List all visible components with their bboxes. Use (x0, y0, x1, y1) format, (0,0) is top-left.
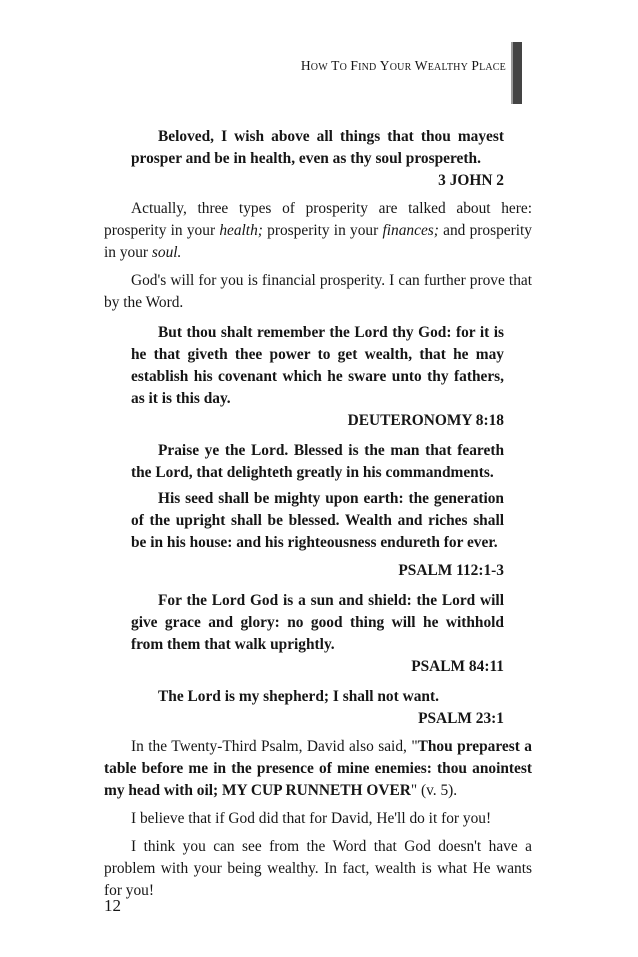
paragraph: I believe that if God did that for David, He'll do it for you! (131, 810, 492, 827)
verse-reference: PSALM 84:11 (411, 658, 504, 675)
running-header: HOW TO FIND YOUR WEALTHY PLACE (300, 58, 506, 73)
verse-text: But thou shalt remember the Lord thy God: for it is he that giveth thee power to get wealth, that he may establish his covenant which he sware unto thy fathers, as it is this day. (131, 324, 504, 407)
verse-reference: PSALM 112:1-3 (398, 562, 504, 579)
verse-reference: 3 JOHN 2 (438, 172, 504, 189)
verse-text: Praise ye the Lord. Blessed is the man that feareth the Lord, that delighteth greatly in his commandments. (131, 442, 504, 481)
header-bar (511, 42, 522, 104)
verse-3john (131, 126, 504, 170)
emphasis-finances: finances; (382, 222, 439, 239)
verse-text: Beloved, I wish above all things that thou mayest prosper and be in health, even as thy soul prospereth. (131, 128, 504, 167)
emphasis-soul: soul. (151, 244, 182, 261)
verse-reference: DEUTERONOMY 8:18 (347, 412, 504, 429)
verse-psalm-84 (131, 590, 504, 656)
verse-psalm-23 (131, 686, 504, 708)
paragraph: In the Twenty-Third Psalm, David also said, "Thou preparest a table before me in the presence of mine enemies: thou anointest my head with oil; MY CUP RUNNETH OVER" (v. 5). (104, 738, 532, 799)
verse-text: The Lord is my shepherd; I shall not want. (158, 688, 439, 705)
emphasis-health: health; (219, 222, 263, 239)
verse-reference: PSALM 23:1 (418, 710, 504, 727)
verse-psalm-112 (131, 440, 504, 554)
paragraph: Actually, three types of prosperity are talked about here: prosperity in your health; prosperity in your finances; and prosperity in your soul. (104, 200, 532, 261)
quoted-verse: Thou preparest a table before me in the presence of mine enemies: thou anointest my head with oil; MY CUP RUNNETH OVER (104, 738, 532, 799)
page-number: 12 (104, 896, 121, 915)
verse-text: His seed shall be mighty upon earth: the generation of the upright shall be blessed. Wealth and riches shall be in his house: and his righteousness endureth for ever. (131, 490, 504, 551)
page-body (104, 126, 532, 902)
paragraph: God's will for you is financial prosperity. I can further prove that by the Word. (104, 272, 532, 311)
verse-deuteronomy (131, 322, 504, 410)
verse-text: For the Lord God is a sun and shield: the Lord will give grace and glory: no good thing will he withhold from them that walk uprightly. (131, 592, 504, 653)
paragraph: I think you can see from the Word that God doesn't have a problem with your being wealthy. In fact, wealth is what He wants for you! (104, 838, 532, 899)
